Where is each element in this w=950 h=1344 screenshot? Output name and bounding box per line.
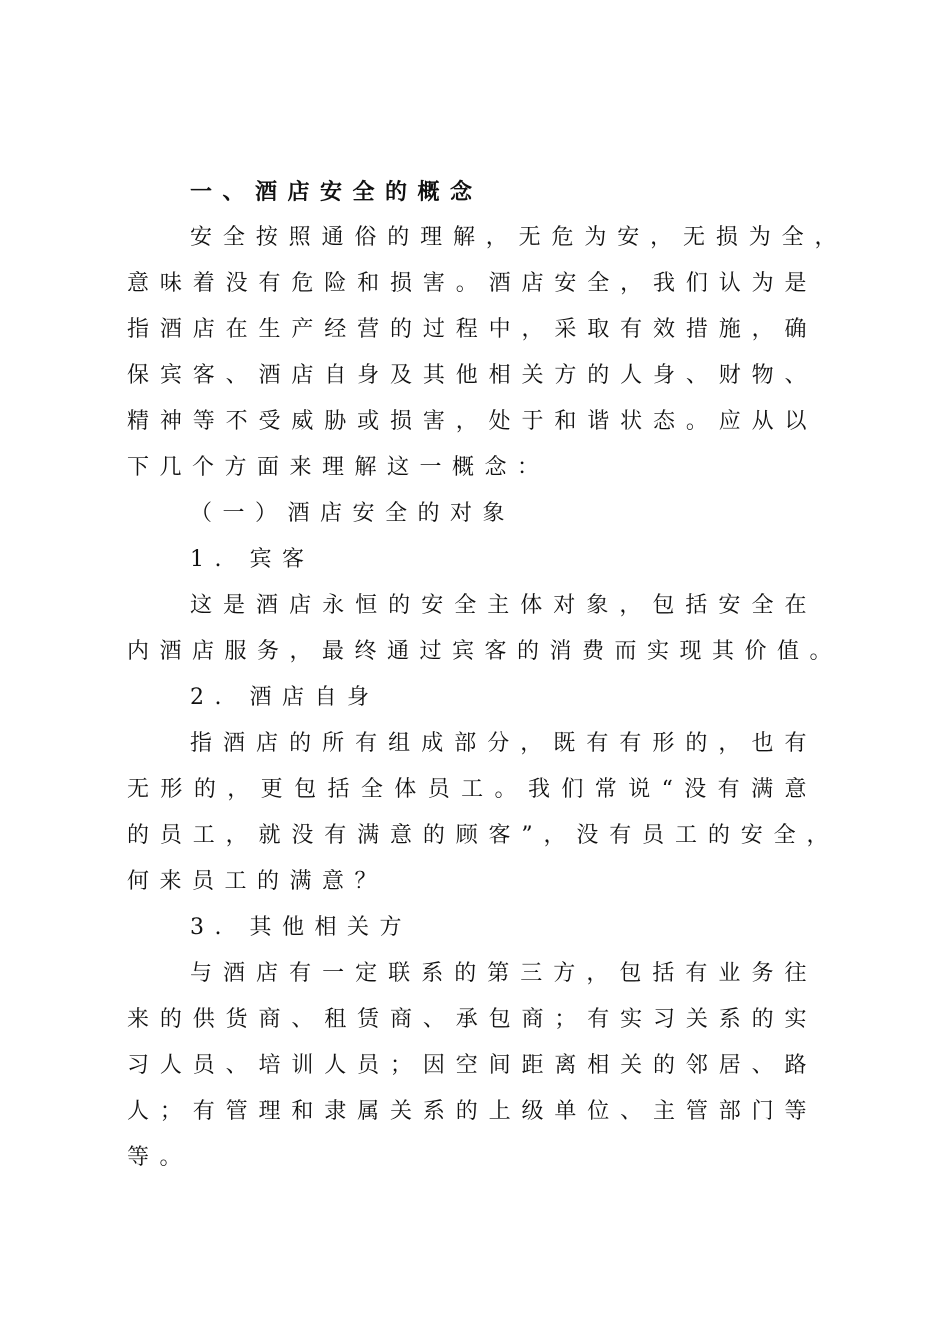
paragraph-line: 何来员工的满意？: [127, 869, 388, 894]
paragraph-line: 人；有管理和隶属关系的上级单位、主管部门等: [127, 1099, 817, 1124]
paragraph-line: 指酒店的所有组成部分，既有有形的，也有: [190, 731, 817, 756]
item-heading: 1. 宾客: [190, 547, 315, 572]
paragraph-line: 等。: [127, 1145, 193, 1170]
paragraph-line: 保宾客、酒店自身及其他相关方的人身、财物、: [127, 363, 817, 388]
paragraph-line: 意味着没有危险和损害。酒店安全，我们认为是: [127, 271, 817, 296]
paragraph-line: 指酒店在生产经营的过程中，采取有效措施，确: [127, 317, 817, 342]
paragraph-line: 精神等不受威胁或损害，处于和谐状态。应从以: [127, 409, 817, 434]
paragraph-line: 安全按照通俗的理解，无危为安，无损为全，: [190, 225, 847, 250]
paragraph-line: 内酒店服务，最终通过宾客的消费而实现其价值。: [127, 639, 843, 664]
section-heading: 一、酒店安全的概念: [190, 179, 483, 205]
paragraph-line: 下几个方面来理解这一概念：: [127, 455, 550, 480]
item-heading: 2. 酒店自身: [190, 685, 380, 710]
subsection-heading: （一）酒店安全的对象: [190, 501, 516, 526]
paragraph-line: 与酒店有一定联系的第三方，包括有业务往: [190, 961, 817, 986]
paragraph-line: 无形的，更包括全体员工。我们常说“没有满意: [127, 777, 817, 802]
paragraph-line: 来的供货商、租赁商、承包商；有实习关系的实: [127, 1007, 817, 1032]
paragraph-line: 的员工，就没有满意的顾客”，没有员工的安全，: [127, 823, 839, 848]
paragraph-line: 这是酒店永恒的安全主体对象，包括安全在: [190, 593, 817, 618]
item-heading: 3. 其他相关方: [190, 915, 412, 940]
paragraph-line: 习人员、培训人员；因空间距离相关的邻居、路: [127, 1053, 817, 1078]
